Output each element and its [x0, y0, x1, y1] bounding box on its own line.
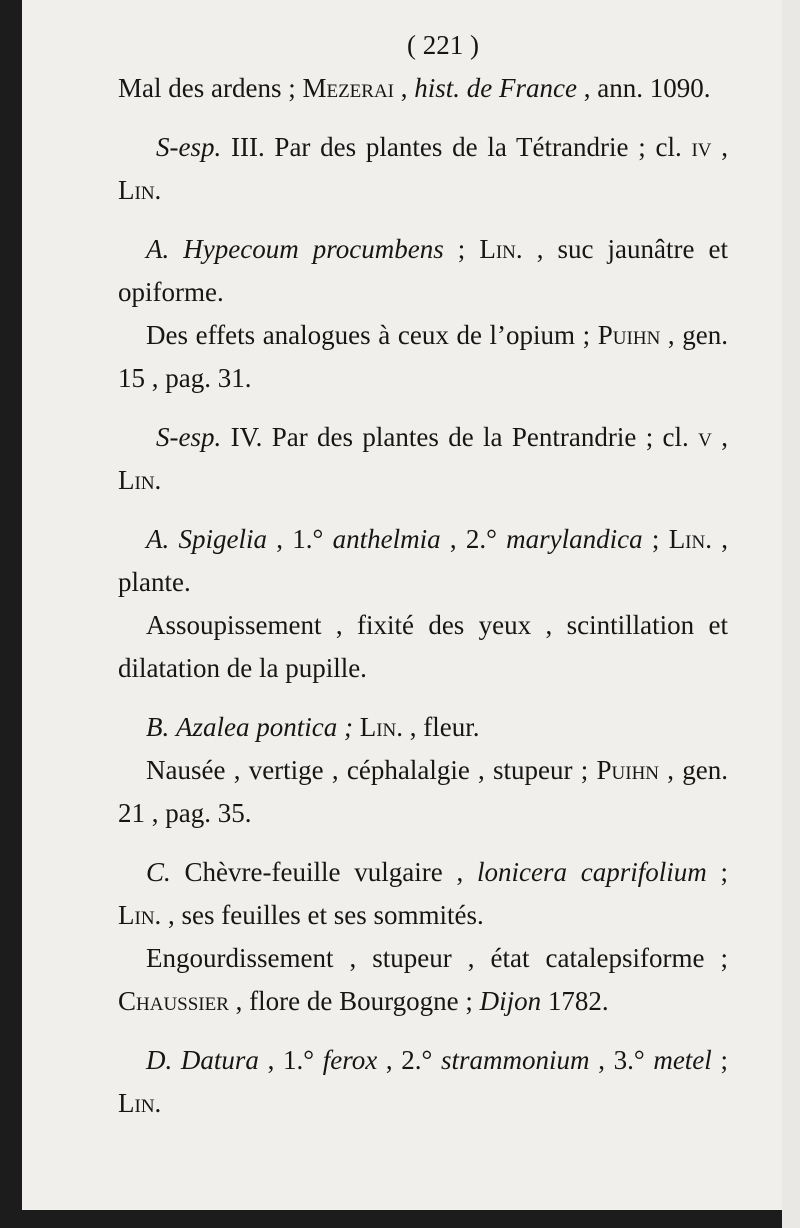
- text-run: Mal des ardens ;: [118, 73, 303, 103]
- text-run: Lin.: [118, 1088, 162, 1118]
- paragraph-gap: [118, 110, 728, 126]
- text-run: D.: [146, 1045, 173, 1075]
- text-run: , 3.°: [589, 1045, 654, 1075]
- page-number: ( 221 ): [407, 30, 479, 60]
- text-run: metel: [653, 1045, 712, 1075]
- text-run: Puihn: [596, 755, 660, 785]
- text-run: ;: [706, 857, 728, 887]
- paragraph-p6: [118, 518, 728, 604]
- text-run: Assoupissement , fixité des yeux , scintillation et dilatation de la pupille.: [118, 610, 728, 683]
- text-run: , gen. 21 , pag. 35.: [118, 755, 728, 828]
- text-run: strammonium: [441, 1045, 590, 1075]
- text-run: III. Par des plantes de la Tétrandrie ; cl.: [221, 132, 692, 162]
- text-run: marylandica: [506, 524, 643, 554]
- text-run: , 1.°: [258, 1045, 323, 1075]
- text-run: , gen. 15 , pag. 31.: [118, 320, 729, 393]
- text-run: v: [698, 422, 712, 452]
- text-run: , ses feuilles et ses sommités.: [161, 900, 484, 930]
- text-run: , 2.°: [377, 1045, 442, 1075]
- text-run: ;: [711, 1045, 728, 1075]
- paragraph-gap: [118, 835, 728, 851]
- text-run: , 2.°: [440, 524, 507, 554]
- text-run: IV. Par des plantes de la Pentrandrie ; cl.: [221, 422, 699, 452]
- text-run: [169, 524, 178, 554]
- paragraph-p7: [118, 604, 728, 690]
- text-run: , plante.: [118, 524, 728, 597]
- text-run: [353, 712, 360, 742]
- text-run: Spigelia: [178, 524, 268, 554]
- text-run: ,: [394, 73, 415, 103]
- text-run: A.: [146, 234, 170, 264]
- text-run: , flore de Bourgogne ;: [228, 986, 480, 1016]
- text-run: , fleur.: [403, 712, 480, 742]
- text-run: ,: [711, 422, 728, 452]
- text-run: lonicera caprifolium: [476, 857, 707, 887]
- text-run: [172, 1045, 181, 1075]
- text-run: S-esp.: [156, 132, 222, 162]
- text-run: anthelmia: [332, 524, 441, 554]
- text-run: A.: [146, 524, 170, 554]
- text-run: Mezerai: [302, 73, 394, 103]
- text-run: C.: [146, 857, 171, 887]
- paragraph-p11: [118, 937, 728, 1023]
- text-run: Lin.: [118, 900, 162, 930]
- text-run: Lin.: [118, 175, 162, 205]
- paragraph-p12: [118, 1039, 728, 1125]
- paragraph-p3: [118, 228, 728, 314]
- text-run: hist. de France: [414, 73, 577, 103]
- text-run: ;: [642, 524, 669, 554]
- text-run: S-esp.: [156, 422, 222, 452]
- text-run: Dijon: [479, 986, 542, 1016]
- paragraph-p4: [118, 314, 728, 400]
- text-run: , ann. 1090.: [576, 73, 711, 103]
- text-run: ,: [711, 132, 729, 162]
- text-run: Datura: [180, 1045, 259, 1075]
- paragraph-gap: [118, 690, 728, 706]
- paragraph-p1: [118, 67, 728, 110]
- paragraph-gap: [118, 212, 728, 228]
- paragraph-p5: [118, 416, 728, 502]
- text-run: Puihn: [597, 320, 661, 350]
- text-run: [169, 712, 176, 742]
- text-run: Nausée , vertige , céphalalgie , stupeur ;: [146, 755, 597, 785]
- text-run: , 1.°: [267, 524, 333, 554]
- text-run: 1782.: [541, 986, 609, 1016]
- text-run: Lin.: [118, 465, 162, 495]
- text-run: Lin.: [668, 524, 712, 554]
- paragraph-gap: [118, 1023, 728, 1039]
- text-run: Engourdissement , stupeur , état catalepsiforme ;: [146, 943, 728, 973]
- text-run: Azalea pontica ;: [176, 712, 353, 742]
- paragraph-p2: [118, 126, 728, 212]
- paragraph-gap: [118, 502, 728, 518]
- book-page: [22, 0, 782, 1210]
- text-run: Hypecoum procumbens: [183, 234, 444, 264]
- adjacent-page-edge: [782, 0, 800, 1228]
- paragraph-p8: [118, 706, 728, 749]
- text-run: iv: [691, 132, 712, 162]
- paragraph-p10: [118, 851, 728, 937]
- text-run: Chèvre-feuille vulgaire ,: [170, 857, 477, 887]
- page-body: [118, 67, 728, 1125]
- text-run: ferox: [322, 1045, 378, 1075]
- text-run: , suc jaunâtre et opiforme.: [118, 234, 728, 307]
- paragraph-gap: [118, 400, 728, 416]
- text-run: Des effets analogues à ceux de l’opium ;: [146, 320, 598, 350]
- text-run: Chaussier: [118, 986, 229, 1016]
- text-run: ;: [443, 234, 480, 264]
- text-run: Lin.: [479, 234, 523, 264]
- text-run: [169, 234, 183, 264]
- text-run: B.: [146, 712, 170, 742]
- text-run: Lin.: [359, 712, 404, 742]
- paragraph-p9: [118, 749, 728, 835]
- page-text: [118, 24, 728, 1125]
